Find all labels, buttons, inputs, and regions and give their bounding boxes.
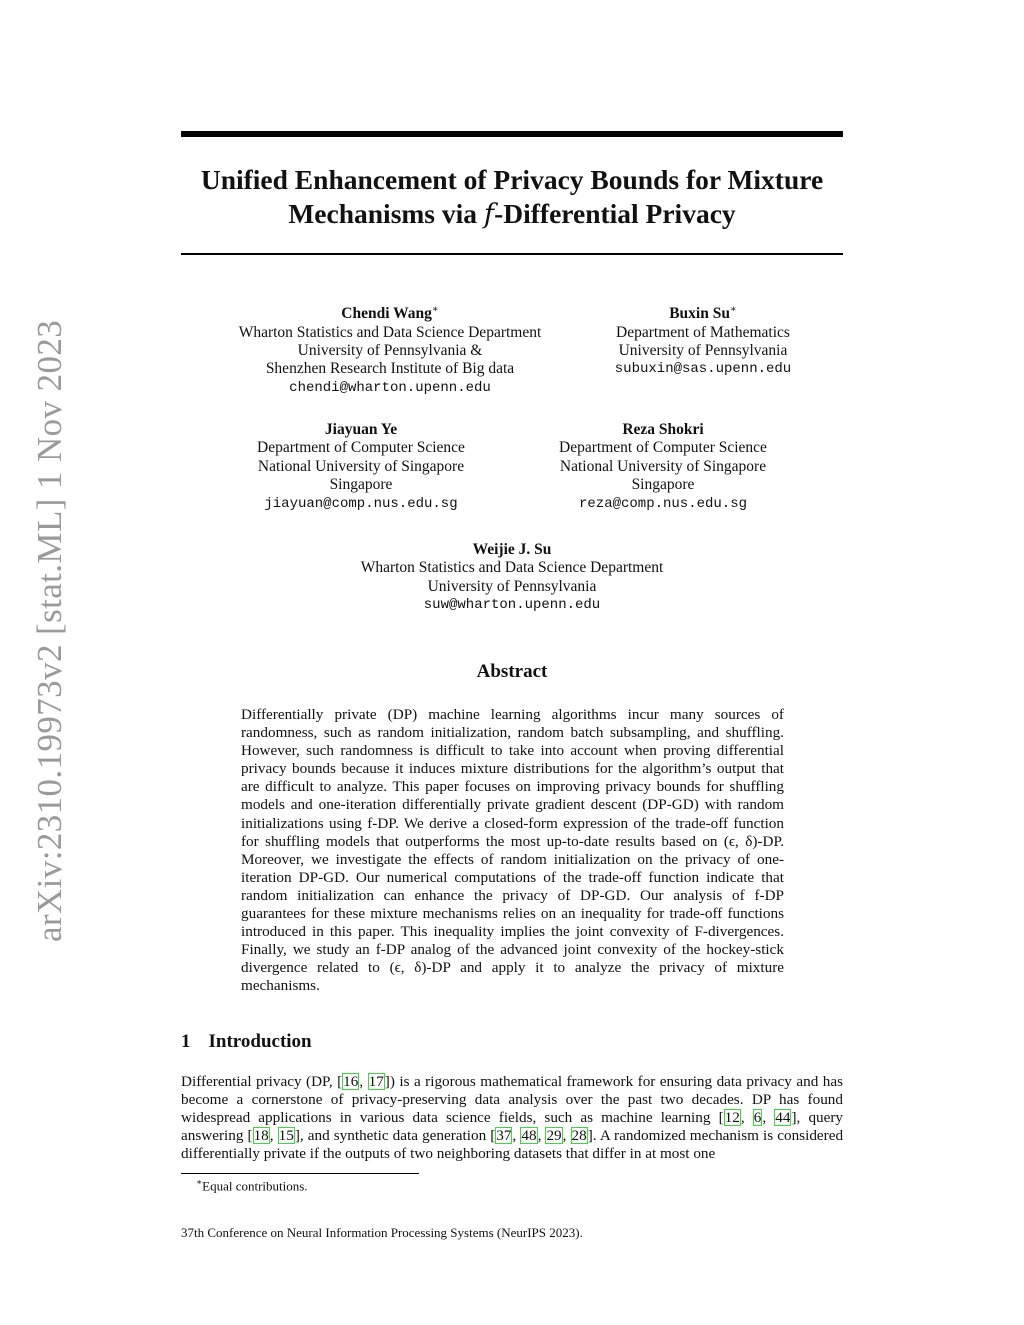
author-name: Reza Shokri (622, 421, 704, 438)
citation-link[interactable]: 44 (775, 1109, 791, 1127)
author-affiliation: National University of Singapore (559, 457, 767, 475)
author-email[interactable]: suw@wharton.upenn.edu (423, 597, 601, 614)
citation-link[interactable]: 29 (546, 1127, 562, 1145)
author-affiliation: University of Pennsylvania (427, 577, 597, 595)
author-email[interactable]: jiayuan@comp.nus.edu.sg (264, 495, 458, 512)
author-email[interactable]: chendi@wharton.upenn.edu (289, 379, 491, 396)
citation-link[interactable]: 12 (724, 1109, 740, 1127)
title-line-2-start: Mechanisms via (288, 198, 484, 229)
author-name: Weijie J. Su (472, 541, 552, 558)
author-block-4 (533, 421, 793, 513)
author-affiliation: Department of Computer Science (257, 439, 465, 457)
title-line-2-end: -Differential Privacy (494, 198, 736, 229)
author-affiliation: Department of Mathematics (616, 323, 790, 341)
author-affiliation: Department of Computer Science (559, 439, 767, 457)
abstract-text: Differentially private (DP) machine learning algorithms incur many sources of randomness, such as random initialization, random batch subsampling, and shuffling. However, such randomness is difficult to take into account when proving differential privacy bounds because it induces mixture distributions for the algorithm’s output that are difficult to analyze. This paper focuses on improving privacy bounds for shuffling models and one-iteration differentially private gradient descent (DP-GD) with random initializations using f-DP. We derive a closed-form expression of the trade-off function for shuffling models that outperforms the most up-to-date results based on (ϵ, δ)-DP. Moreover, we investigate the effects of random initialization on the privacy of one-iteration DP-GD. Our numerical computations of the trade-off function indicate that random initialization can enhance the privacy of DP-GD. Our analysis of f-DP guarantees for these mixture mechanisms relies on an inequality for trade-off functions introduced in this paper. This inequality implies the joint convexity of F-divergences. Finally, we study an f-DP analog of the advanced joint convexity of the hockey-stick divergence related to (ϵ, δ)-DP and apply it to analyze the privacy of mixture mechanisms. (241, 706, 784, 995)
title-bottom-rule (181, 253, 843, 255)
author-block-1 (220, 301, 560, 397)
author-affiliation: Shenzhen Research Institute of Big data (265, 360, 515, 378)
citation-link[interactable]: 48 (521, 1127, 537, 1145)
paper-title (181, 163, 843, 231)
title-line-1: Unified Enhancement of Privacy Bounds for Mixture (200, 164, 824, 195)
citation-link[interactable]: 6 (753, 1109, 762, 1127)
author-name: Jiayuan Ye (324, 421, 398, 438)
author-affiliation: Singapore (329, 476, 393, 494)
author-affiliation: University of Pennsylvania & (297, 341, 483, 359)
author-email[interactable]: reza@comp.nus.edu.sg (578, 495, 748, 512)
citation-link[interactable]: 16 (343, 1073, 359, 1090)
citation-link[interactable]: 37 (496, 1127, 512, 1145)
author-name: Buxin Su∗ (669, 304, 737, 323)
author-affiliation: University of Pennsylvania (618, 341, 788, 359)
author-block-3 (231, 421, 491, 513)
conference-note: 37th Conference on Neural Information Processing Systems (NeurIPS 2023). (181, 1225, 583, 1240)
author-affiliation: Wharton Statistics and Data Science Department (360, 559, 664, 577)
citation-link[interactable]: 18 (253, 1127, 269, 1145)
title-line-2 (181, 197, 843, 231)
footnote: ∗Equal contributions. (196, 1177, 308, 1194)
intro-paragraph: Differential privacy (DP, [16, 17]) is a rigorous mathematical framework for ensuring data privacy and has become a cornerstone of privacy-preserving data analysis over the past two decades. DP has found widespread applications in various data science fields, such as machine learning [12, 6, 44], query answering [18, 15], and synthetic data generation [37, 48, 29, 28]. A randomized mechanism is considered differentially private if the outputs of two neighboring datasets that differ in at most one (181, 1073, 844, 1163)
author-affiliation: National University of Singapore (257, 457, 465, 475)
author-block-5 (332, 541, 692, 615)
footnote-rule (181, 1173, 419, 1174)
citation-link[interactable]: 15 (278, 1127, 294, 1145)
title-f-symbol: f (483, 198, 495, 230)
author-email[interactable]: subuxin@sas.upenn.edu (614, 361, 792, 378)
abstract-heading: Abstract (476, 661, 548, 682)
citation-link[interactable]: 28 (571, 1127, 587, 1145)
author-name: Chendi Wang∗ (341, 304, 439, 323)
author-affiliation: Singapore (631, 476, 695, 494)
title-top-rule (181, 131, 843, 137)
arxiv-identifier: arXiv:2310.19973v2 [stat.ML] 1 Nov 2023 (30, 319, 69, 942)
citation-link[interactable]: 17 (368, 1073, 384, 1090)
section-number: 1 (181, 1031, 191, 1052)
author-affiliation: Wharton Statistics and Data Science Department (238, 323, 542, 341)
section-heading (181, 1031, 312, 1053)
section-title: Introduction (208, 1031, 312, 1052)
author-block-2 (583, 301, 823, 379)
